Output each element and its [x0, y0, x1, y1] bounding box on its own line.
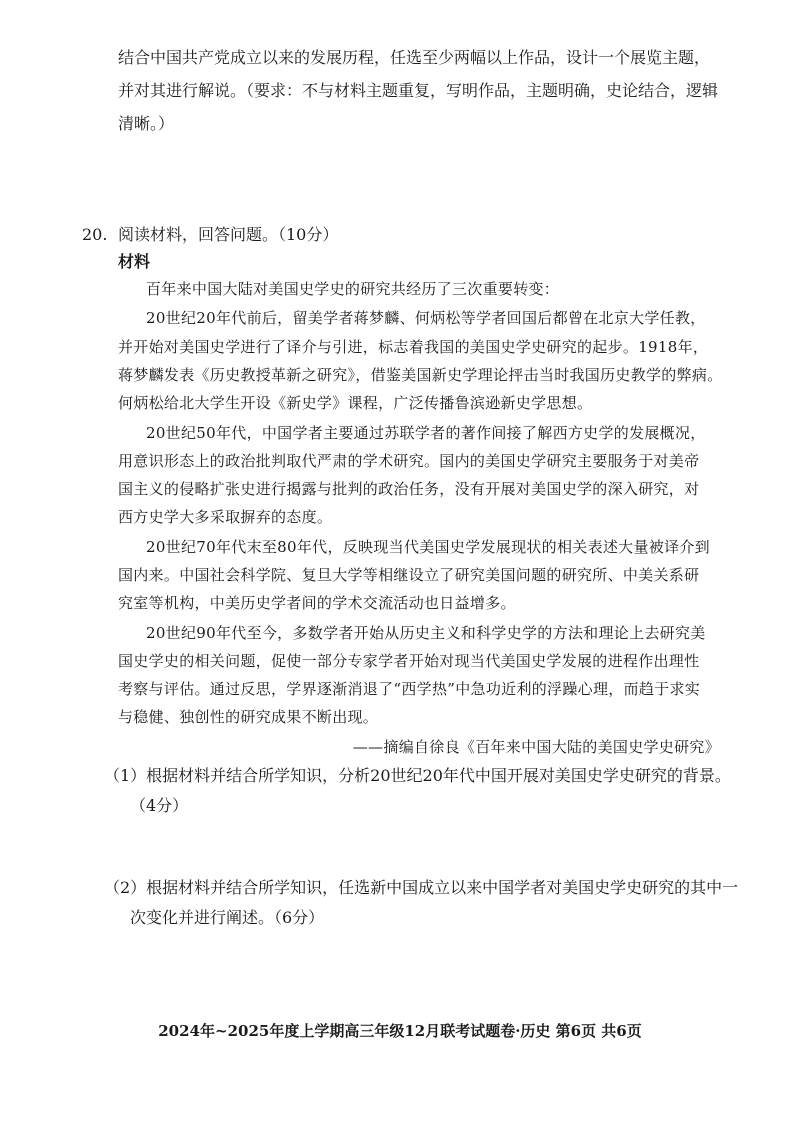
- material-para3-line3: 究室等机构，中美历史学者间的学术交流活动也日益增多。: [118, 594, 516, 612]
- material-para1-line1: 20世纪20年代前后，留美学者蒋梦麟、何炳松等学者回国后都曾在北京大学任教，: [146, 309, 706, 327]
- material-para2-line3: 国主义的侵略扩张史进行揭露与批判的政治任务，没有开展对美国史学的深入研究，对: [118, 480, 700, 498]
- sub-question-2-line1: （2）根据材料并结合所学知识，任选新中国成立以来中国学者对美国史学史研究的其中一: [104, 878, 739, 897]
- material-para4-line1: 20世纪90年代至今，多数学者开始从历史主义和科学史学的方法和理论上去研究美: [146, 624, 706, 642]
- material-label: 材料: [118, 252, 151, 271]
- material-para4-line2: 国史学史的相关问题，促使一部分专家学者开始对现当代美国史学发展的进程作出理性: [118, 652, 700, 670]
- page-footer: 2024年~2025年度上学期高三年级12月联考试题卷·历史 第6页 共6页: [158, 1022, 642, 1040]
- material-para3-line2: 国内来。中国社会科学院、复旦大学等相继设立了研究美国问题的研究所、中美关系研: [118, 566, 700, 584]
- material-para3-line1: 20世纪70年代末至80年代，反映现当代美国史学发展现状的相关表述大量被译介到: [146, 538, 710, 556]
- sub-question-2-line2: 次变化并进行阐述。（6分）: [130, 908, 325, 927]
- material-intro: 百年来中国大陆对美国史学史的研究共经历了三次重要转变：: [146, 280, 560, 298]
- q19-text-line-2: 并对其进行解说。（要求：不与材料主题重复，写明作品，主题明确，史论结合，逻辑: [118, 81, 719, 100]
- material-para2-line2: 用意识形态上的政治批判取代严肃的学术研究。国内的美国史学研究主要服务于对美帝: [118, 452, 700, 470]
- q19-text-line-3: 清晰。）: [118, 114, 175, 133]
- sub-question-1-line1: （1）根据材料并结合所学知识，分析20世纪20年代中国开展对美国史学史研究的背景。: [104, 766, 731, 785]
- material-para1-line4: 何炳松给北大学生开设《新史学》课程，广泛传播鲁滨逊新史学思想。: [118, 394, 593, 412]
- sub-question-1-line2: （4分）: [130, 796, 189, 815]
- material-para2-line4: 西方史学大多采取摒弃的态度。: [118, 508, 333, 526]
- material-para1-line3: 蒋梦麟发表《历史教授革新之研究》，借鉴美国新史学理论抨击当时我国历史教学的弊病。: [118, 366, 723, 384]
- q20-prompt: 阅读材料，回答问题。（10分）: [118, 225, 339, 244]
- q20-number: 20.: [82, 225, 108, 244]
- material-source: ——摘编自徐良《百年来中国大陆的美国史学史研究》: [352, 738, 720, 756]
- material-para4-line4: 与稳健、独创性的研究成果不断出现。: [118, 708, 379, 726]
- material-para1-line2: 并开始对美国史学进行了译介与引进，标志着我国的美国史学史研究的起步。1918年，: [118, 338, 709, 356]
- material-para2-line1: 20世纪50年代，中国学者主要通过苏联学者的著作间接了解西方史学的发展概况，: [146, 424, 706, 442]
- material-para4-line3: 考察与评估。通过反思，学界逐渐消退了“西学热”中急功近利的浮躁心理，而趋于求实: [118, 680, 701, 698]
- q19-text-line-1: 结合中国共产党成立以来的发展历程，任选至少两幅以上作品，设计一个展览主题，: [118, 48, 711, 67]
